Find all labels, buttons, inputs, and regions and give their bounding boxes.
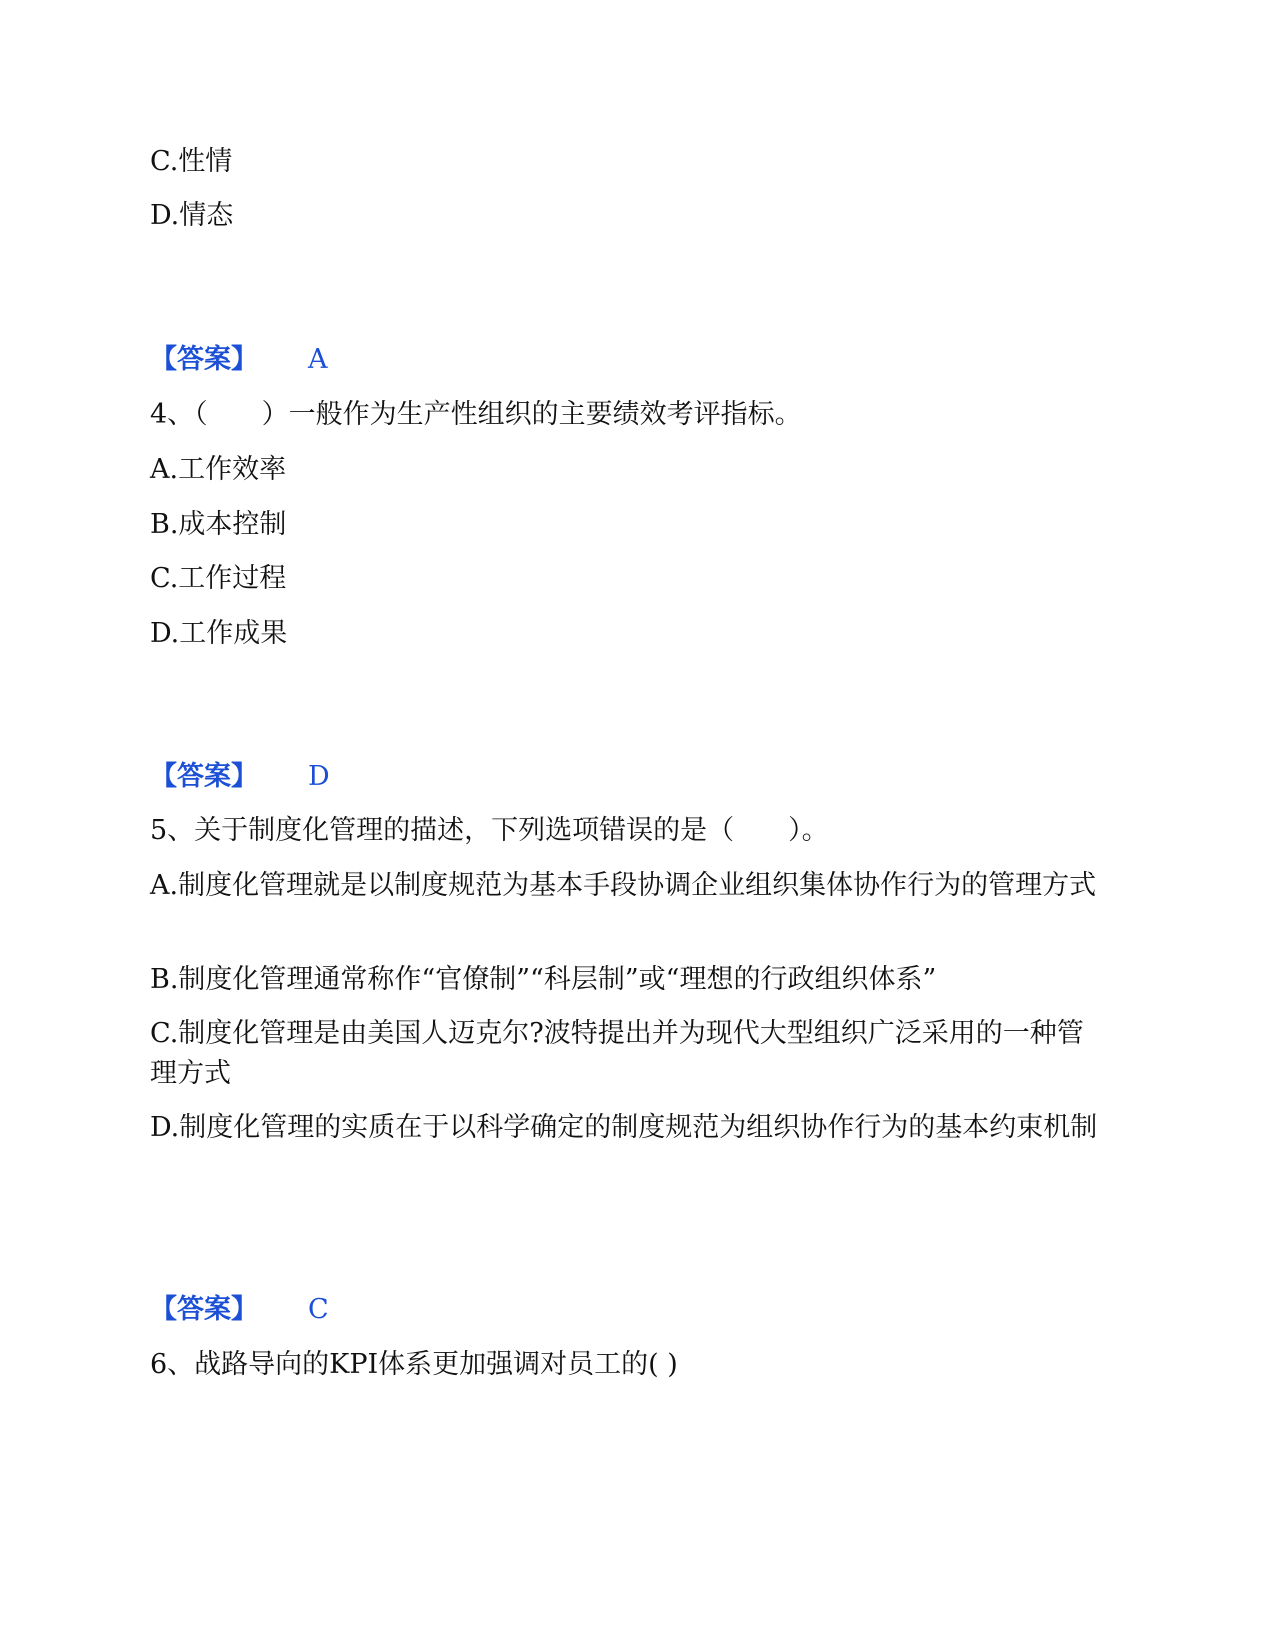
q5-option-d: D.制度化管理的实质在于以科学确定的制度规范为组织协作行为的基本约束机制 xyxy=(150,1112,1098,1143)
answer-value: D xyxy=(308,761,330,792)
q3-option-d: D.情态 xyxy=(150,200,234,231)
q4-option-c: C.工作过程 xyxy=(150,563,287,594)
q5-answer xyxy=(150,1290,550,1330)
answer-value: A xyxy=(308,344,328,375)
answer-label: 【答案】 xyxy=(150,1294,258,1325)
q4-option-a: A.工作效率 xyxy=(150,454,287,485)
q4-answer xyxy=(150,757,550,797)
q4-question: 4、（ ）一般作为生产性组织的主要绩效考评指标。 xyxy=(150,399,802,430)
answer-value: C xyxy=(308,1294,329,1325)
answer-label: 【答案】 xyxy=(150,761,258,792)
q5-question: 5、关于制度化管理的描述，下列选项错误的是（ ）。 xyxy=(150,815,829,846)
q4-option-d: D.工作成果 xyxy=(150,618,288,649)
q3-answer xyxy=(150,340,550,380)
q5-option-a: A.制度化管理就是以制度规范为基本手段协调企业组织集体协作行为的管理方式 xyxy=(150,870,1097,901)
q5-option-b: B.制度化管理通常称作“官僚制”“科层制”或“理想的行政组织体系” xyxy=(150,964,937,995)
q3-option-c: C.性情 xyxy=(150,146,233,177)
q5-option-c: C.制度化管理是由美国人迈克尔?波特提出并为现代大型组织广泛采用的一种管理方式 xyxy=(150,1018,1084,1089)
q6-question: 6、战路导向的KPI体系更加强调对员工的( ) xyxy=(150,1349,678,1380)
q4-option-b: B.成本控制 xyxy=(150,509,287,540)
answer-label: 【答案】 xyxy=(150,344,258,375)
